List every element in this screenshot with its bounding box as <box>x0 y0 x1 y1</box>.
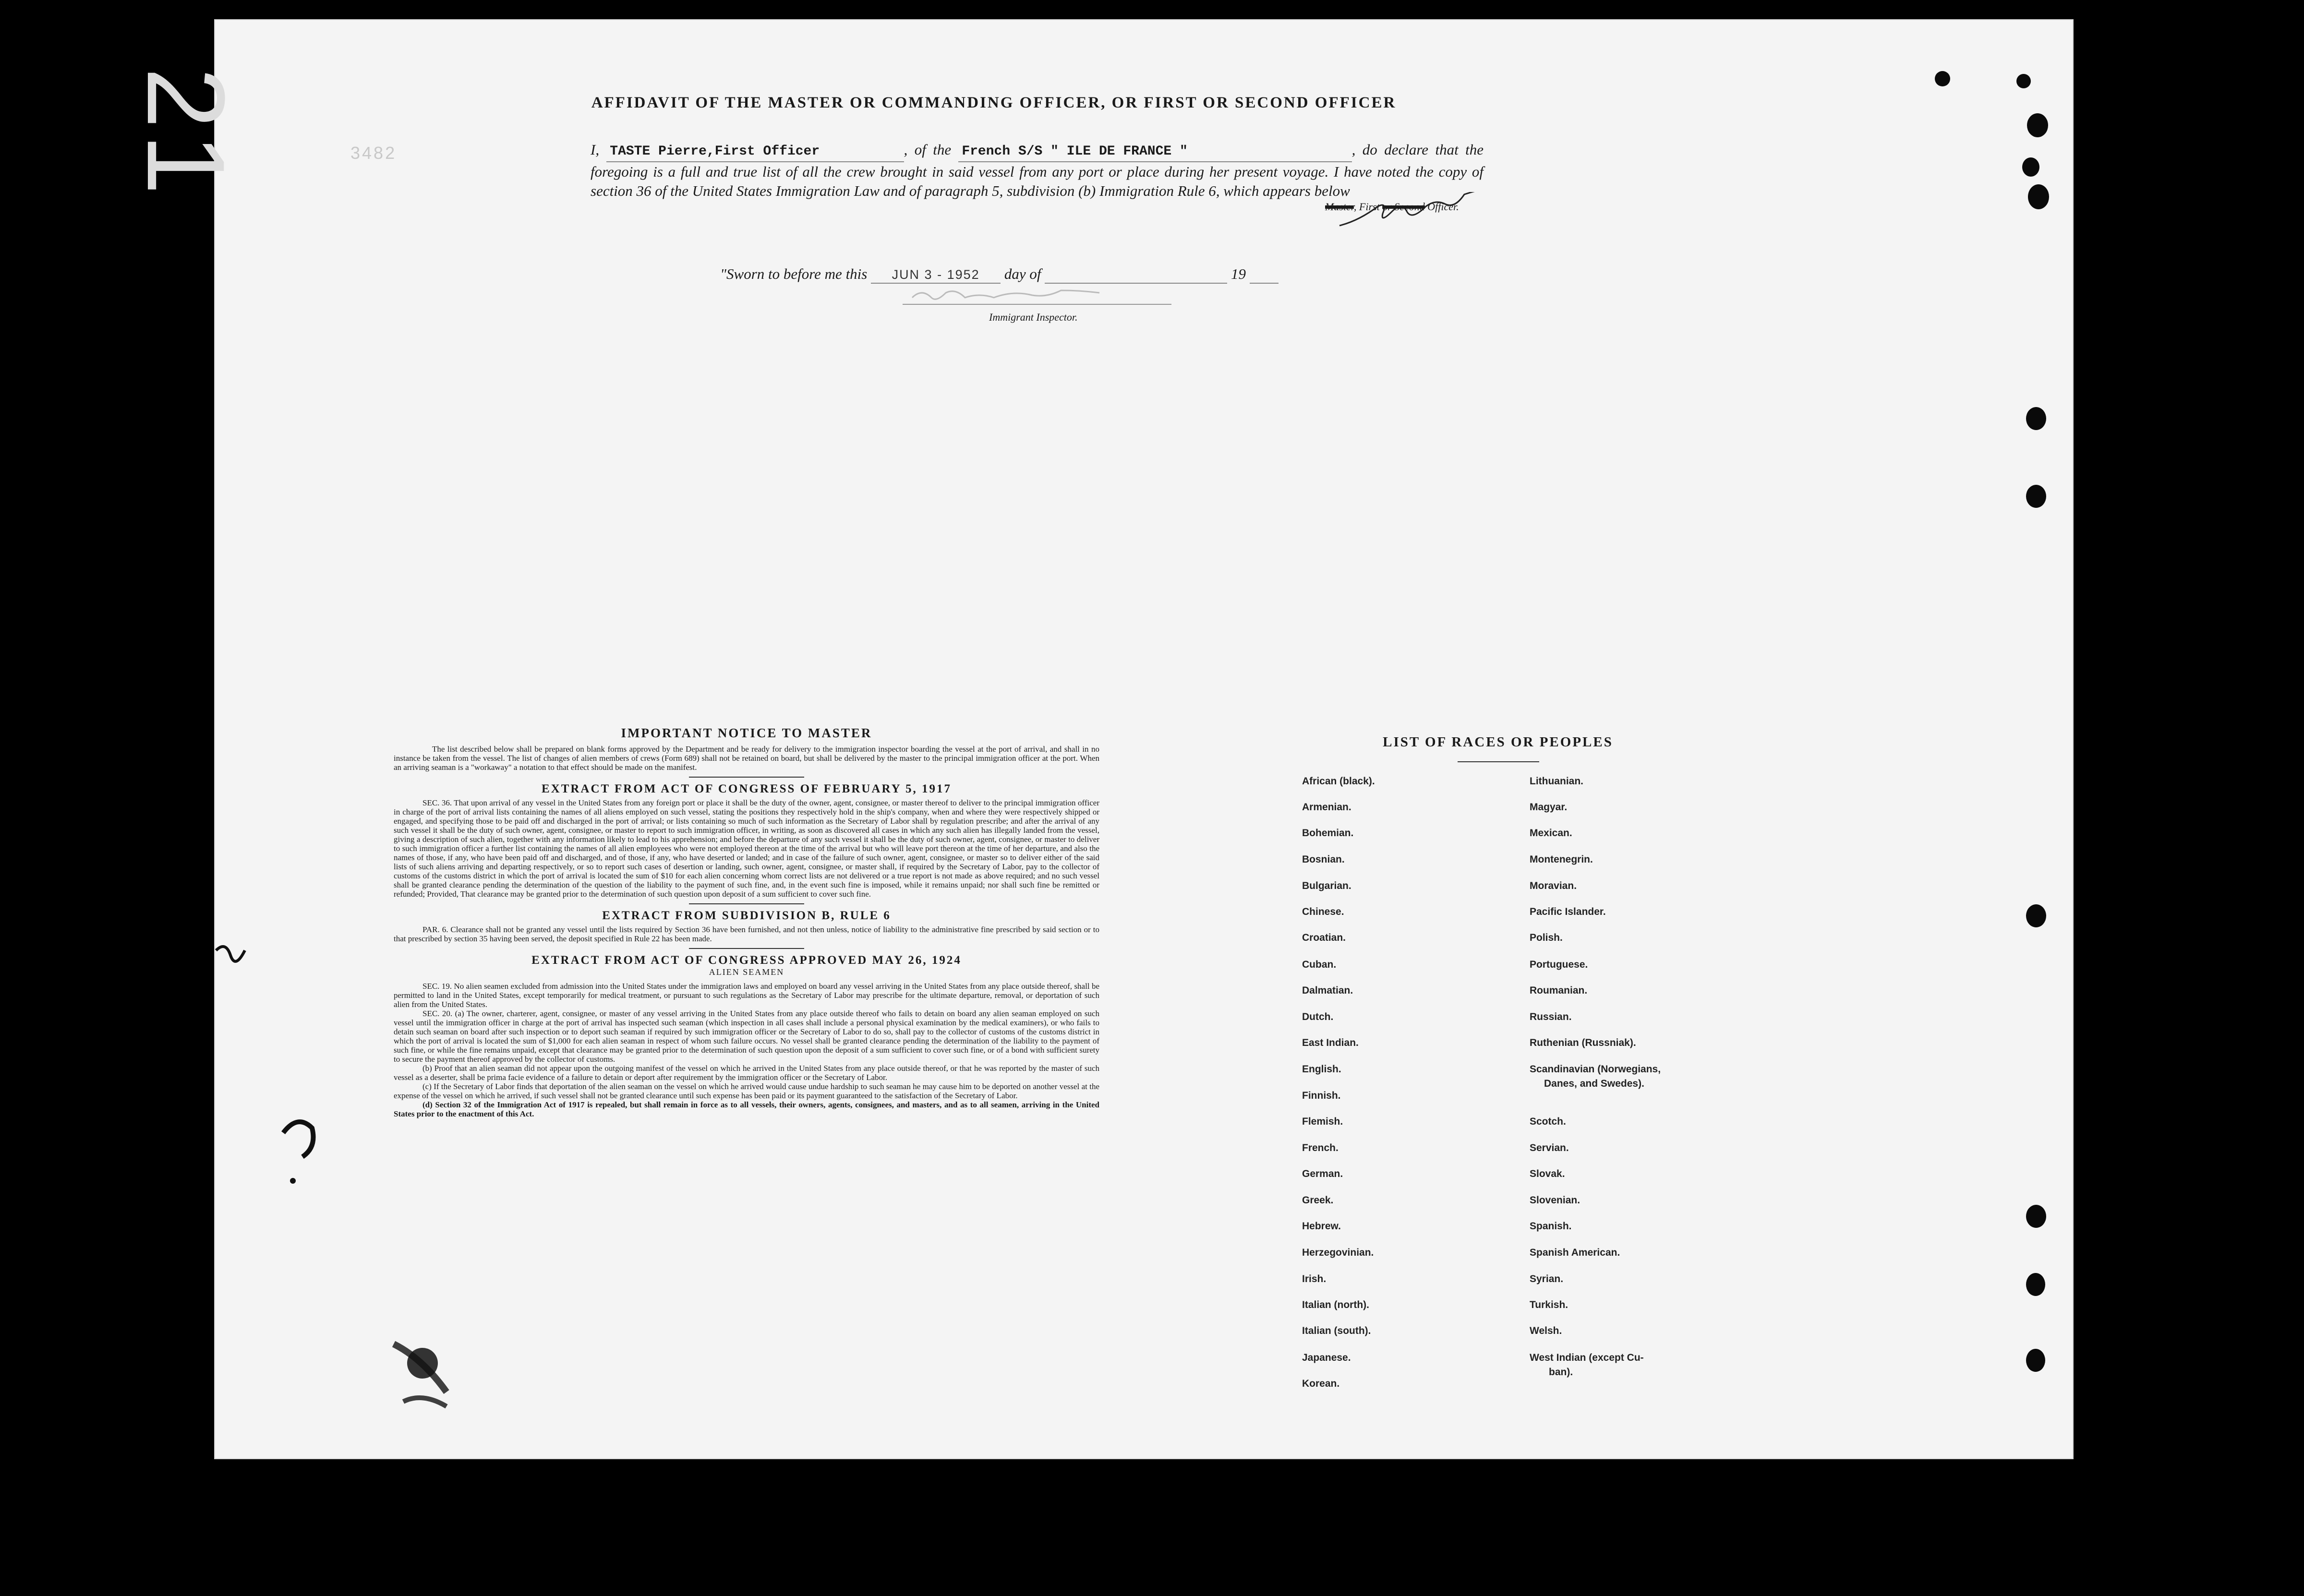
year-blank <box>1250 265 1279 284</box>
punch-hole <box>2026 1349 2045 1372</box>
date-blank <box>871 265 1001 284</box>
race-item: Dalmatian. <box>1302 985 1353 996</box>
faint-number: 3482 <box>350 143 397 163</box>
extract2-title: EXTRACT FROM SUBDIVISION B, RULE 6 <box>602 909 891 922</box>
race-item: Montenegrin. <box>1530 854 1593 865</box>
race-item: Spanish American. <box>1530 1247 1620 1258</box>
race-item: Slovenian. <box>1530 1195 1580 1206</box>
divider <box>689 948 804 949</box>
affidavit-declare: , do declare <box>1351 141 1429 158</box>
race-item: Bulgarian. <box>1302 880 1351 891</box>
race-item: Scandinavian (Norwegians, <box>1530 1064 1661 1075</box>
punch-hole <box>2028 184 2049 209</box>
races-title: LIST OF RACES OR PEOPLES <box>1383 734 1613 750</box>
month-blank <box>1045 265 1227 284</box>
race-item: Croatian. <box>1302 932 1346 943</box>
inspector-label: Immigrant Inspector. <box>989 311 1078 323</box>
punch-hole <box>1935 71 1950 86</box>
race-item: Polish. <box>1530 932 1563 943</box>
race-item: Welsh. <box>1530 1325 1562 1336</box>
race-item: Armenian. <box>1302 802 1351 813</box>
race-item: Korean. <box>1302 1378 1340 1389</box>
date-stamp: JUN 3 - 1952 <box>892 267 980 282</box>
race-item: German. <box>1302 1168 1343 1179</box>
race-item: Lithuanian. <box>1530 776 1583 787</box>
race-item: Herzegovinian. <box>1302 1247 1374 1258</box>
race-item: African (black). <box>1302 776 1375 787</box>
races-title-rule <box>1458 761 1539 762</box>
race-item: Greek. <box>1302 1195 1334 1206</box>
race-item: Servian. <box>1530 1142 1569 1153</box>
punch-hole <box>2026 1205 2046 1228</box>
race-item: Turkish. <box>1530 1299 1568 1310</box>
race-item: Scotch. <box>1530 1116 1566 1127</box>
punch-hole <box>2026 904 2046 927</box>
extract3-sec20b: (b) Proof that an alien seaman did not appear upon the outgoing manifest of the vessel on which he arrived in the United States from any place outside thereof, or that he was reported by the master of such vessel as a deserter, shall be prima facie evidence of a failure to detain or deport after requirement by the immigration officer or the Secretary of Labor. <box>394 1064 1099 1082</box>
race-item: Slovak. <box>1530 1168 1565 1179</box>
struck-second: or Second <box>1382 201 1425 213</box>
race-item: Flemish. <box>1302 1116 1343 1127</box>
notice-body: The list described below shall be prepared on blank forms approved by the Department and be ready for delivery to the immigration inspector boarding the vessel at the port of arrival, and shall in no instance be taken from the vessel. The list of changes of alien members of crews (Form 689) shall not be retained on board, but shall be delivered by the master to the principal immigration officer at the port. When an arriving seaman is a "workaway" a notation to that effect should be made on the manifest. <box>394 744 1099 772</box>
race-item: Chinese. <box>1302 906 1344 917</box>
race-item: Hebrew. <box>1302 1221 1341 1232</box>
extract3-sec20a: SEC. 20. (a) The owner, charterer, agent, consignee, or master of any vessel arriving in the United States from any place outside thereof who fails to detain on board any alien seaman employed on such vessel until the immigration officer in charge at the port of arrival has inspected such seaman (which inspection in all cases shall include a personal physical examination by the medical examiners), or who fails to detain such seaman on board after such inspection or to deport such seaman if required by such immigration officer or the Secretary of Labor to do so, shall pay to the collector of customs of the customs district in which the port of arrival is located the sum of $1,000 for each alien seaman in respect of whom such failure occurs. No vessel shall be granted clearance pending the determination of the liability to the payment of such fine, or while the fine remains unpaid, except that clearance may be granted prior to the determination of such question upon the deposit of a sum sufficient to cover such fine, or of a bond with sufficient surety to secure the payment thereof approved by the collector of customs. <box>394 1009 1099 1064</box>
inspector-signature <box>903 283 1171 307</box>
officer-officer: Officer. <box>1424 201 1459 213</box>
race-item: French. <box>1302 1142 1339 1153</box>
name-blank <box>606 140 904 162</box>
extract2-body: PAR. 6. Clearance shall not be granted any vessel until the lists required by Section 36 have been furnished, and not then unless, notice of liability to the administrative fine prescribed by said section or to that prescribed by section 35 having been served, the deposit specified in Rule 22 has been made. <box>394 925 1099 943</box>
extract3-title: EXTRACT FROM ACT OF CONGRESS APPROVED MAY 26, 1924 <box>531 954 962 967</box>
sworn-year: 19 <box>1230 265 1246 282</box>
race-item: Portuguese. <box>1530 959 1588 970</box>
race-item: Bosnian. <box>1302 854 1345 865</box>
race-item: Bohemian. <box>1302 828 1354 839</box>
race-item: Italian (north). <box>1302 1299 1369 1310</box>
race-item: Italian (south). <box>1302 1325 1371 1336</box>
extract3-subtitle: ALIEN SEAMEN <box>709 967 784 977</box>
race-item: Moravian. <box>1530 880 1577 891</box>
typed-officer-name: TASTE Pierre,First Officer <box>610 144 820 159</box>
sworn-day-of: day of <box>1004 265 1041 282</box>
race-item: Mexican. <box>1530 828 1572 839</box>
race-item: Ruthenian (Russniak). <box>1530 1037 1636 1048</box>
affidavit-title: AFFIDAVIT OF THE MASTER OR COMMANDING OFFICER, OR FIRST OR SECOND OFFICER <box>591 94 1397 111</box>
sworn-prefix: "Sworn to before me this <box>720 265 868 282</box>
divider <box>689 903 804 904</box>
race-item: ban). <box>1549 1367 1573 1378</box>
race-item: Irish. <box>1302 1273 1327 1284</box>
race-item: Roumanian. <box>1530 985 1588 996</box>
extract3-sec20c: (c) If the Secretary of Labor finds that deportation of the alien seaman on the vessel on which he arrived would cause undue hardship to such seaman he may cause him to be deported on another vessel at the expense of the vessel on which he arrived, if such vessel shall not be granted clearance until such expense has been paid or its payment guaranteed to the satisfaction of the Secretary of Labor. <box>394 1082 1099 1100</box>
notice-title: IMPORTANT NOTICE TO MASTER <box>621 726 872 740</box>
race-item: West Indian (except Cu- <box>1530 1352 1644 1363</box>
affidavit-of-the: , of the <box>904 141 952 158</box>
affidavit-i: I, <box>591 141 600 158</box>
notice-column <box>394 726 1099 1118</box>
extract3-sec19: SEC. 19. No alien seamen excluded from admission into the United States under the immigration laws and employed on board any vessel arriving in the United States from any place outside thereof, shall be permitted to land in the United States, except temporarily for medical treatment, or pursuant to such regulations as the Secretary of Labor may prescribe for the ultimate departure, removal, or deportation of such alien from the United States. <box>394 982 1099 1009</box>
race-item: East Indian. <box>1302 1037 1359 1048</box>
extract1-title: EXTRACT FROM ACT OF CONGRESS OF FEBRUARY 5, 1917 <box>541 782 952 795</box>
punch-hole <box>2016 74 2031 88</box>
officer-first: , First <box>1353 201 1383 213</box>
margin-stamp-number: 21 <box>124 67 248 200</box>
officer-signature <box>1267 192 1536 235</box>
race-item: Russian. <box>1530 1011 1572 1022</box>
race-item: Finnish. <box>1302 1090 1341 1101</box>
punch-hole <box>2027 113 2048 137</box>
typed-vessel-name: French S/S " ILE DE FRANCE " <box>962 144 1188 159</box>
punch-hole <box>2026 407 2046 430</box>
race-item: Dutch. <box>1302 1011 1334 1022</box>
punch-hole <box>2026 485 2046 508</box>
race-item: Japanese. <box>1302 1352 1351 1363</box>
race-item: Syrian. <box>1530 1273 1564 1284</box>
officer-title-line <box>1325 201 1459 213</box>
race-item: Cuban. <box>1302 959 1337 970</box>
struck-master: Master <box>1325 201 1354 213</box>
extract1-body: SEC. 36. That upon arrival of any vessel in the United States from any foreign port or place it shall be the duty of the owner, agent, consignee, or master thereof to deliver to the principal immigration officer in charge of the port of arrival lists containing the names of all aliens employed on such vessel, stating the positions they respectively hold in the ship's company, when and where they were respectively shipped or engaged, and specifying those to be paid off and discharged in the port of arrival; or lists containing so much of such information as the Secretary of Labor shall by regulation prescribe; and after the arrival of any such vessel it shall be the duty of such owner, agent, consignee, or master to report to such immigration officer, in writing, as soon as discovered all cases in which any such alien has illegally landed from the vessel, giving a description of such alien, together with any information likely to lead to his apprehension; and before the departure of any such vessel it shall be the duty of such owner, agent, consignee, or master to deliver to such immigration officer a further list containing the names of all alien employees who were not employed thereon at the time of the arrival but who will leave port thereon at the time of her departure, and also the names of those, if any, who have been paid off and discharged, and of those, if any, who have deserted or landed; and in case of the failure of such owner, agent, consignee, or master so to deliver either of the said lists of such aliens arriving and departing respectively, or so to report such cases of desertion or landing, such owner, agent, consignee, or master shall, if required by the Secretary of Labor, pay to the collector of customs of the customs district in which the port of arrival is located the sum of $10 for each alien concerning whom correct lists are not delivered or a true report is not made as above required; and no such vessel shall be granted clearance pending the determination of the question of the liability to the payment of such fine, and, in the event such fine is imposed, while it remains unpaid; nor shall such fine be remitted or refunded; Provided, That clearance may be granted prior to the determination of such question upon deposit of a sum sufficient to cover such fine. <box>394 798 1099 899</box>
race-item: Pacific Islander. <box>1530 906 1606 917</box>
punch-hole <box>2022 157 2039 177</box>
extract3-sec20d: (d) Section 32 of the Immigration Act of 1917 is repealed, but shall remain in force as to all vessels, their owners, agents, consignees, and masters, and as to all seamen, arriving in the United States prior to the enactment of this Act. <box>394 1100 1099 1118</box>
punch-hole <box>2026 1273 2045 1296</box>
race-item: Danes, and Swedes). <box>1544 1078 1644 1089</box>
divider <box>689 777 804 778</box>
vessel-blank <box>958 140 1352 162</box>
affidavit-statement: that the foregoing is a full and true list of all the crew brought in said vessel from any port or place during her present voyage. I have noted the copy of section 36 of the United States Immigration Law and of paragraph 5, subdivision (b) Immigration Rule 6, which appears below <box>591 141 1484 199</box>
race-item: Spanish. <box>1530 1221 1572 1232</box>
race-item: English. <box>1302 1064 1341 1075</box>
race-item: Magyar. <box>1530 802 1568 813</box>
sworn-line <box>720 265 1279 284</box>
